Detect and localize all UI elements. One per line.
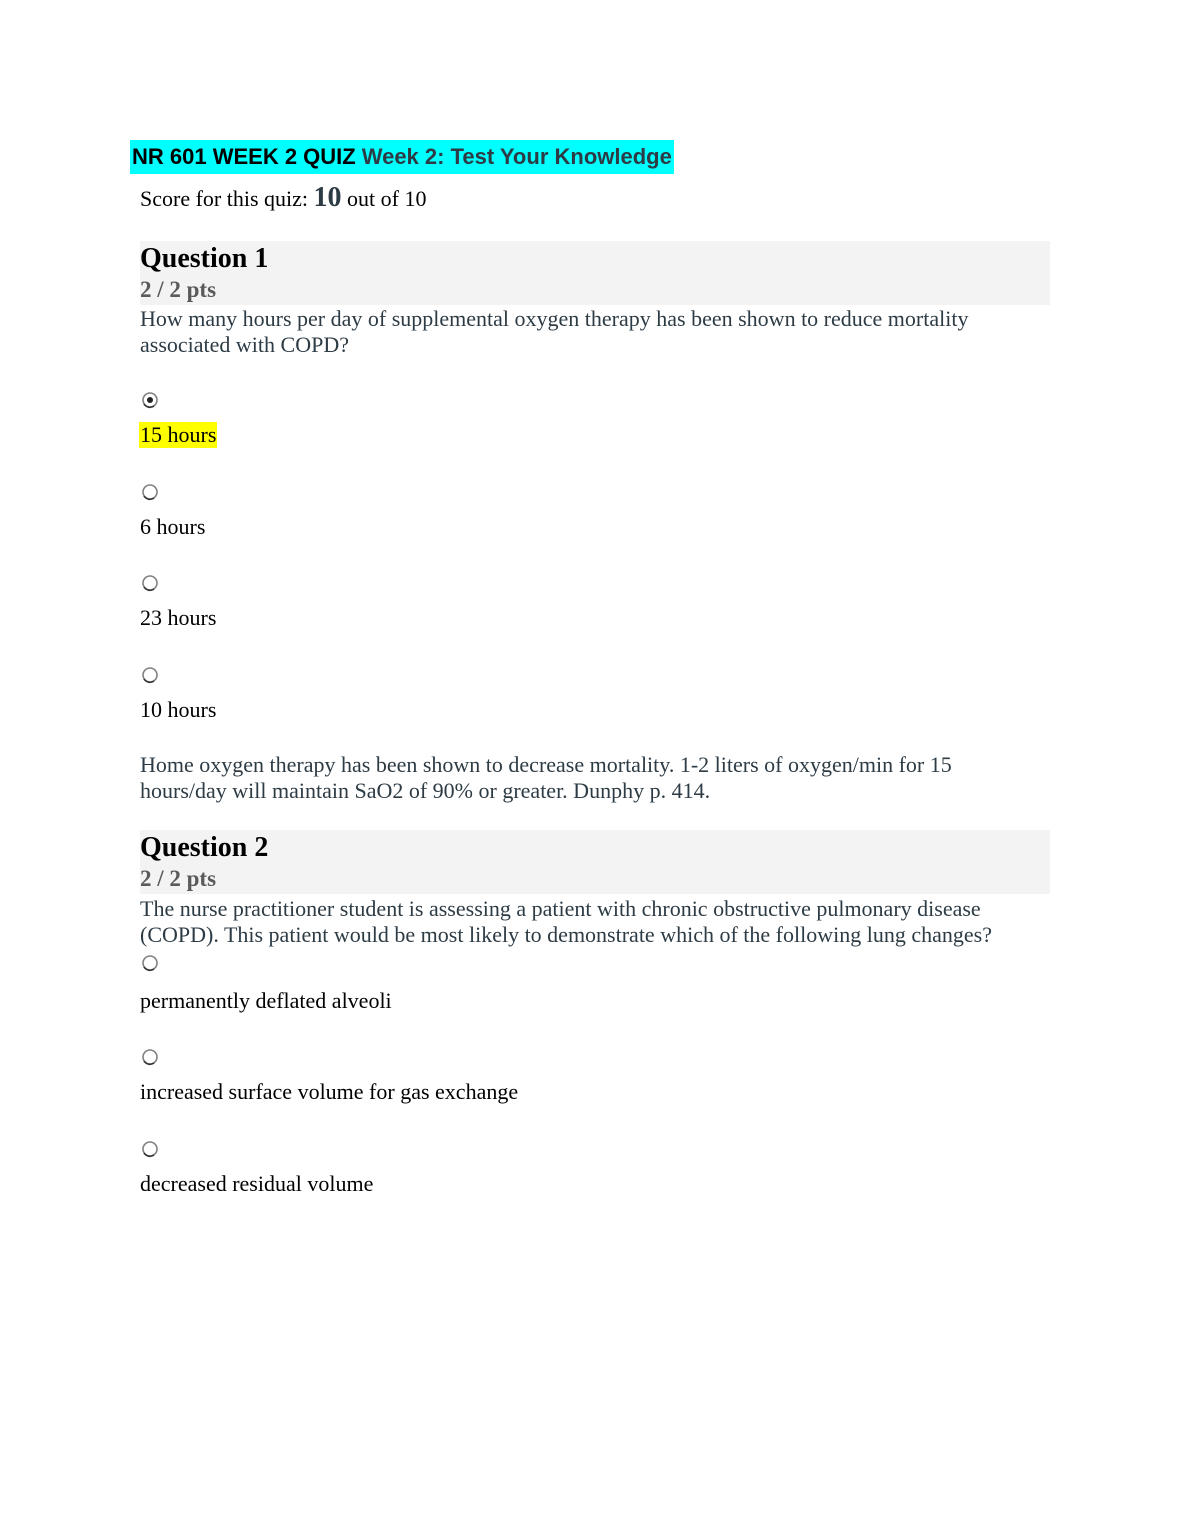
answer-option-2: increased surface volume for gas exchange [140, 1079, 519, 1104]
radio-button[interactable] [141, 1140, 159, 1158]
score-prefix: Score for this quiz: [140, 186, 309, 211]
answer-option-1: 15 hours [140, 422, 217, 447]
answer-option-3: decreased residual volume [140, 1171, 374, 1196]
question-2-title: Question 2 [140, 832, 269, 863]
radio-button[interactable] [141, 954, 159, 972]
question-1-explanation: Home oxygen therapy has been shown to decrease mortality. 1-2 liters of oxygen/min for 15 hours/day will maintain SaO2 of 90% or greater. Dunphy p. 414. [140, 752, 952, 803]
course-code: NR 601 WEEK 2 QUIZ [132, 144, 356, 169]
score-suffix: out of 10 [347, 186, 427, 211]
radio-button-selected[interactable] [141, 391, 159, 409]
quiz-subtitle: Week 2: Test Your Knowledge [361, 144, 672, 169]
radio-button[interactable] [141, 1048, 159, 1066]
question-2-points: 2 / 2 pts [140, 866, 217, 891]
question-1-points: 2 / 2 pts [140, 277, 217, 302]
radio-button[interactable] [141, 483, 159, 501]
answer-option-1: permanently deflated alveoli [140, 988, 392, 1013]
answer-option-3: 23 hours [140, 605, 217, 630]
score-value: 10 [313, 182, 342, 213]
question-1-text: How many hours per day of supplemental oxygen therapy has been shown to reduce mortality associated with COPD? [140, 306, 969, 357]
radio-button[interactable] [141, 574, 159, 592]
radio-button[interactable] [141, 666, 159, 684]
answer-option-4: 10 hours [140, 697, 217, 722]
question-1-header [140, 241, 1050, 305]
quiz-title [130, 140, 674, 174]
question-2-text: The nurse practitioner student is assessing a patient with chronic obstructive pulmonary disease (COPD). This patient would be most likely to demonstrate which of the following lung changes? [140, 896, 992, 947]
quiz-score [140, 182, 426, 214]
answer-option-2: 6 hours [140, 514, 206, 539]
question-1-title: Question 1 [140, 243, 269, 274]
question-2-header [140, 830, 1050, 894]
